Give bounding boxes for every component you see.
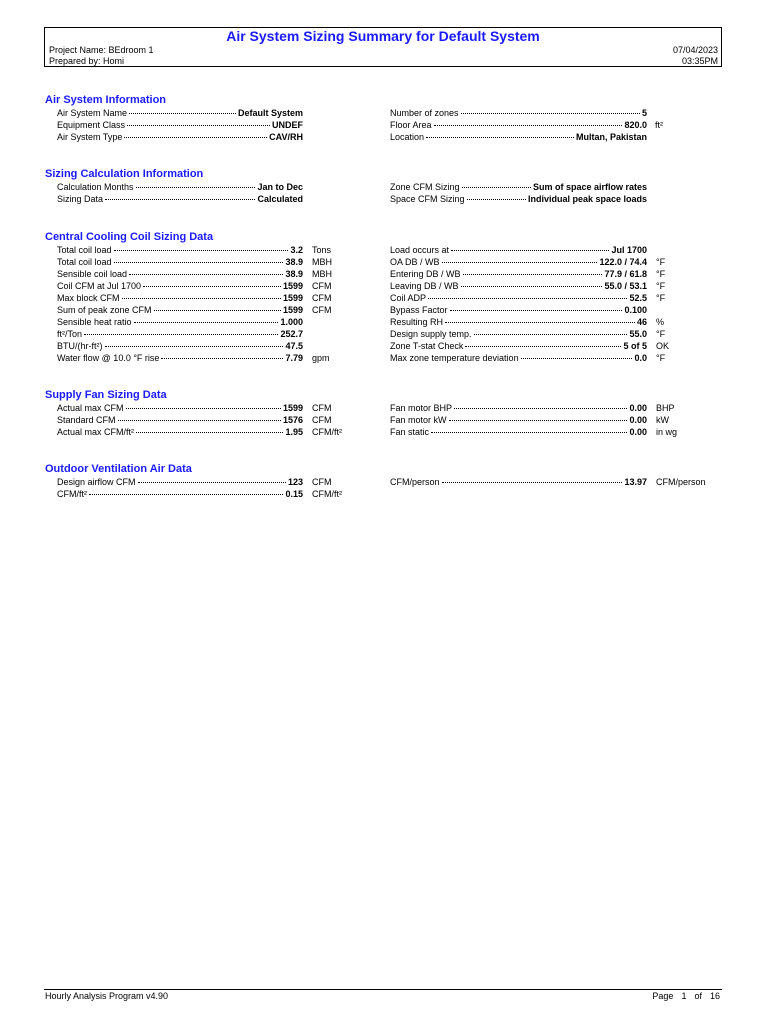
dot-leader [161,358,283,359]
field-value: 38.9 [285,269,303,279]
field-label: Max zone temperature deviation [390,353,519,363]
field-unit: °F [656,257,666,267]
dot-leader [143,286,281,287]
sizing-calc-info-left-row [57,181,303,193]
field-unit: CFM [312,281,332,291]
outdoor-vent-left-row [57,488,303,500]
field-label: Actual max CFM [57,403,124,413]
dot-leader [134,322,279,323]
field-value: 1599 [282,281,303,291]
field-value: Multan, Pakistan [575,132,647,142]
dot-leader [138,482,286,483]
field-label: Number of zones [390,108,459,118]
field-label: Space CFM Sizing [390,194,465,204]
field-value: 1599 [282,293,303,303]
sizing-calc-info-right-row [390,193,647,205]
dot-leader [136,187,256,188]
field-label: Total coil load [57,257,112,267]
dot-leader [465,346,621,347]
central-cooling-left-row [57,268,303,280]
field-value: 0.00 [629,427,647,437]
field-value: 0.00 [629,415,647,425]
field-label: Location [390,132,425,142]
air-system-info-left-row [57,119,303,131]
central-cooling-right-row [390,244,647,256]
field-label: Zone T-stat Check [390,341,464,351]
field-unit: °F [656,329,666,339]
central-cooling-left-row [57,256,303,268]
air-system-info-left-row [57,131,303,143]
field-label: Floor Area [390,120,432,130]
dot-leader [136,432,283,433]
field-label: CFM/ft² [57,489,87,499]
field-value: 0.0 [634,353,647,363]
field-value: UNDEF [272,120,303,130]
page-number: 1 [681,991,687,1001]
field-label: Air System Name [57,108,128,118]
dot-leader [445,322,635,323]
field-label: Coil ADP [390,293,427,303]
dot-leader [442,262,598,263]
field-value: Default System [237,108,303,118]
field-value: 0.00 [629,403,647,413]
field-label: Standard CFM [57,415,116,425]
field-unit: CFM [312,477,332,487]
dot-leader [434,125,623,126]
air-system-info-left-row [57,107,303,119]
field-label: Leaving DB / WB [390,281,459,291]
central-cooling-right-row [390,340,647,352]
section-title-sizing-calc: Sizing Calculation Information [45,168,204,180]
dot-leader [521,358,633,359]
field-value: 52.5 [629,293,647,303]
dot-leader [442,482,623,483]
field-unit: CFM/ft² [312,427,342,437]
field-label: Sensible heat ratio [57,317,132,327]
field-unit: °F [656,281,666,291]
field-value: 252.7 [280,329,303,339]
central-cooling-right-row [390,292,647,304]
field-unit: kW [656,415,669,425]
field-unit: °F [656,353,666,363]
field-label: Equipment Class [57,120,126,130]
field-unit: Tons [312,245,332,255]
dot-leader [118,420,281,421]
dot-leader [462,187,531,188]
footer-divider [44,989,722,990]
air-system-info-right-row [390,119,647,131]
report-title: Air System Sizing Summary for Default System [226,28,540,44]
field-label: OA DB / WB [390,257,440,267]
dot-leader [154,310,281,311]
dot-leader [426,137,574,138]
field-value: 77.9 / 61.8 [604,269,647,279]
central-cooling-right-row [390,280,647,292]
central-cooling-left-row [57,292,303,304]
central-cooling-left-row [57,340,303,352]
field-unit: CFM [312,415,332,425]
page-total: 16 [709,991,720,1001]
field-value: 1.95 [285,427,303,437]
dot-leader [451,250,609,251]
field-label: Sensible coil load [57,269,128,279]
field-label: Design airflow CFM [57,477,136,487]
field-value: 13.97 [624,477,647,487]
field-value: 7.79 [285,353,303,363]
section-title-air-system: Air System Information [45,94,167,106]
field-unit: BHP [656,403,675,413]
central-cooling-right-row [390,304,647,316]
field-unit: CFM/person [656,477,706,487]
field-label: Zone CFM Sizing [390,182,460,192]
air-system-info-right-row [390,131,647,143]
dot-leader [428,298,627,299]
field-value: 55.0 / 53.1 [604,281,647,291]
central-cooling-right-row [390,328,647,340]
dot-leader [114,262,284,263]
sizing-calc-info-right-row [390,181,647,193]
dot-leader [105,346,284,347]
central-cooling-right-row [390,316,647,328]
field-unit: MBH [312,269,332,279]
dot-leader [450,310,623,311]
field-label: Design supply temp. [390,329,472,339]
field-label: Actual max CFM/ft² [57,427,135,437]
field-value: Individual peak space loads [527,194,647,204]
supply-fan-right-row [390,402,647,414]
field-value: Sum of space airflow rates [532,182,647,192]
field-label: Resulting RH [390,317,444,327]
central-cooling-left-row [57,328,303,340]
page-label: Page [652,991,674,1001]
field-unit: CFM/ft² [312,489,342,499]
supply-fan-left-row [57,426,303,438]
field-unit: CFM [312,293,332,303]
dot-leader [454,408,627,409]
field-unit: gpm [312,353,330,363]
section-title-central-cooling: Central Cooling Coil Sizing Data [45,231,214,243]
footer-program: Hourly Analysis Program v4.90 [45,991,169,1001]
field-label: Entering DB / WB [390,269,461,279]
central-cooling-right-row [390,268,647,280]
field-unit: in wg [656,427,678,437]
central-cooling-left-row [57,280,303,292]
project-name: Project Name: BEdroom 1 [49,45,154,55]
dot-leader [461,286,603,287]
field-value: Jan to Dec [257,182,303,192]
field-label: Bypass Factor [390,305,448,315]
dot-leader [122,298,281,299]
dot-leader [463,274,603,275]
report-date: 07/04/2023 [672,45,718,55]
air-system-info-right-row [390,107,647,119]
field-unit: MBH [312,257,332,267]
central-cooling-left-row [57,352,303,364]
page-of: of [694,991,702,1001]
field-value: 47.5 [285,341,303,351]
dot-leader [431,432,627,433]
field-unit: CFM [312,403,332,413]
field-value: 1599 [282,403,303,413]
outdoor-vent-left-row [57,476,303,488]
field-value: CAV/RH [269,132,303,142]
field-value: 0.15 [285,489,303,499]
field-value: 5 [641,108,647,118]
field-value: 3.2 [290,245,303,255]
field-value: 820.0 [624,120,647,130]
central-cooling-left-row [57,316,303,328]
field-unit: °F [656,269,666,279]
field-value: 55.0 [629,329,647,339]
central-cooling-left-row [57,304,303,316]
field-value: 0.100 [624,305,647,315]
field-value: 46 [636,317,647,327]
central-cooling-left-row [57,244,303,256]
field-label: Fan static [390,427,430,437]
supply-fan-left-row [57,402,303,414]
sizing-calc-info-left-row [57,193,303,205]
field-value: 122.0 / 74.4 [599,257,647,267]
prepared-by: Prepared by: Homi [49,56,125,66]
dot-leader [124,137,267,138]
field-label: CFM/person [390,477,440,487]
field-unit: ft² [655,120,663,130]
field-value: Jul 1700 [611,245,647,255]
field-unit: °F [656,293,666,303]
field-label: Sum of peak zone CFM [57,305,152,315]
field-label: Coil CFM at Jul 1700 [57,281,142,291]
dot-leader [461,113,640,114]
field-label: Calculation Months [57,182,134,192]
central-cooling-right-row [390,352,647,364]
field-value: 38.9 [285,257,303,267]
field-value: 1.000 [280,317,303,327]
field-label: Sizing Data [57,194,104,204]
field-label: Water flow @ 10.0 °F rise [57,353,160,363]
section-title-supply-fan: Supply Fan Sizing Data [45,389,167,401]
field-unit: CFM [312,305,332,315]
dot-leader [84,334,278,335]
field-label: ft²/Ton [57,329,83,339]
dot-leader [105,199,255,200]
dot-leader [129,113,236,114]
field-label: Load occurs at [390,245,450,255]
supply-fan-right-row [390,426,647,438]
report-header [44,27,722,67]
dot-leader [129,274,283,275]
field-label: Fan motor BHP [390,403,453,413]
supply-fan-left-row [57,414,303,426]
footer-pagination [652,991,720,1002]
field-value: 123 [287,477,303,487]
dot-leader [449,420,628,421]
dot-leader [89,494,283,495]
outdoor-vent-right-row [390,476,647,488]
supply-fan-right-row [390,414,647,426]
field-value: 5 of 5 [623,341,647,351]
field-value: Calculated [257,194,303,204]
dot-leader [467,199,526,200]
field-label: Total coil load [57,245,112,255]
dot-leader [126,408,281,409]
dot-leader [474,334,628,335]
dot-leader [127,125,270,126]
dot-leader [114,250,289,251]
field-label: Air System Type [57,132,123,142]
field-value: 1576 [282,415,303,425]
section-title-outdoor-vent: Outdoor Ventilation Air Data [45,463,192,475]
field-label: BTU/(hr-ft²) [57,341,103,351]
field-unit: % [656,317,665,327]
field-value: 1599 [282,305,303,315]
field-label: Max block CFM [57,293,120,303]
field-unit: OK [656,341,670,351]
report-time: 03:35PM [681,56,718,66]
field-label: Fan motor kW [390,415,447,425]
central-cooling-right-row [390,256,647,268]
